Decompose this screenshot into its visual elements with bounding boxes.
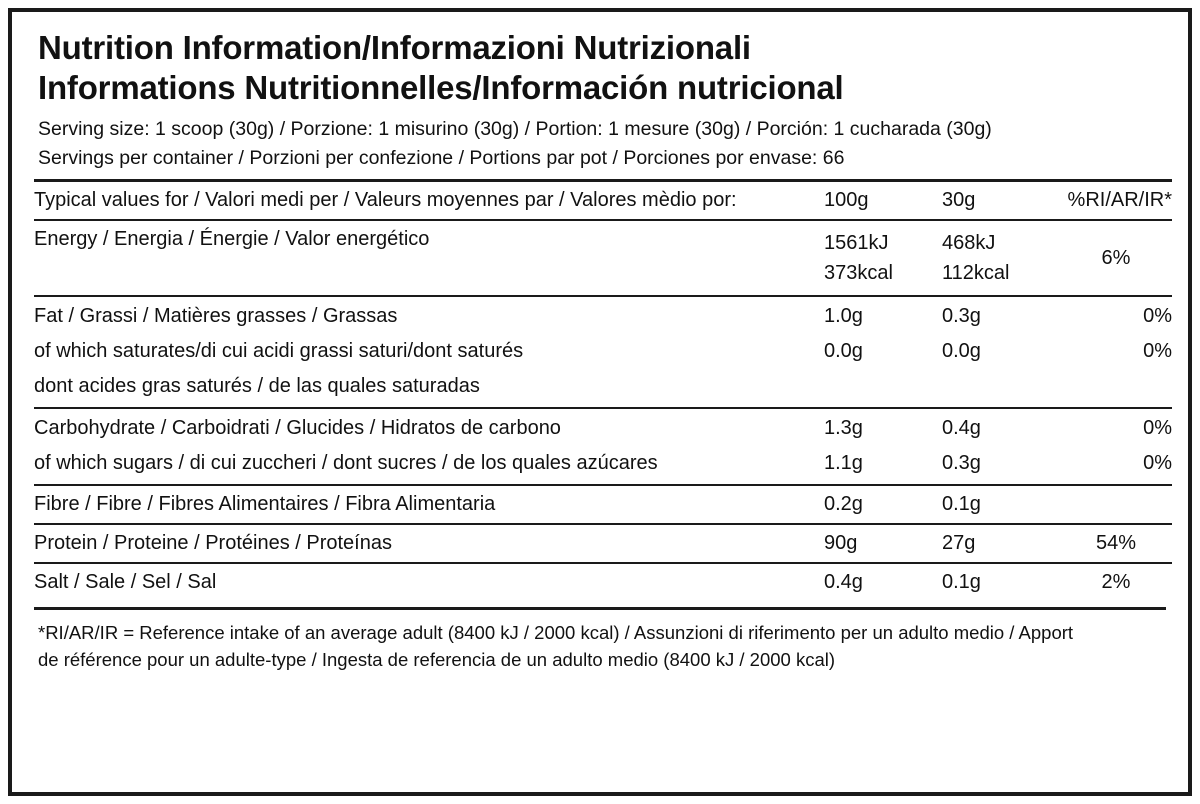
row-fat-30g: 0.3g [942, 296, 1060, 334]
row-salt-ri: 2% [1060, 563, 1172, 601]
footnote-line-1: *RI/AR/IR = Reference intake of an average adult (8400 kJ / 2000 kcal) / Assunzioni di riferimento per un adulto medio / Apport [38, 622, 1074, 643]
title-block [38, 28, 1166, 109]
table-row-fat [34, 296, 1172, 334]
row-fibre-100g: 0.2g [824, 485, 942, 524]
row-sugars-ri: 0% [1143, 452, 1172, 474]
row-label-fat: Fat / Grassi / Matières grasses / Grassas [34, 296, 824, 334]
table-header-label: Typical values for / Valori medi per / Valeurs moyennes par / Valores mèdio por: [34, 181, 824, 221]
energy-100g-kcal: 373kcal [824, 262, 893, 284]
table-row-energy [34, 220, 1172, 296]
table-row-salt [34, 563, 1172, 601]
table-row-saturates-cont [34, 369, 1172, 408]
row-energy-ri: 6% [1060, 220, 1172, 296]
row-sugars-30g: 0.3g [942, 452, 981, 474]
energy-30g-kcal: 112kcal [942, 262, 1010, 284]
row-protein-100g: 90g [824, 524, 942, 563]
table-row-protein [34, 524, 1172, 563]
table-header-100g: 100g [824, 181, 942, 221]
row-fat-100g: 1.0g [824, 296, 942, 334]
table-row-carbohydrate [34, 408, 1172, 446]
row-label-carbohydrate: Carbohydrate / Carboidrati / Glucides / Hidratos de carbono [34, 408, 824, 446]
nutrition-table [34, 179, 1172, 601]
row-energy-100g [824, 220, 942, 296]
row-label-fibre: Fibre / Fibre / Fibres Alimentaires / Fibra Alimentaria [34, 485, 824, 524]
row-label-sugars: of which sugars / di cui zuccheri / dont sucres / de los quales azúcares [34, 452, 658, 474]
row-saturates-cont-30g [942, 369, 1060, 408]
footnote-divider [34, 607, 1166, 610]
footnote-line-2: de référence pour un adulte-type / Ingesta de referencia de un adulto medio (8400 kJ / 2000 kcal) [38, 648, 836, 670]
row-salt-30g: 0.1g [942, 563, 1060, 601]
servings-per-container-text: Servings per container / Porzioni per confezione / Portions par pot / Porciones por envase: 66 [38, 146, 845, 169]
row-saturates-ri: 0% [1143, 340, 1172, 362]
row-label-energy: Energy / Energia / Énergie / Valor energético [34, 220, 824, 296]
row-label-protein: Protein / Proteine / Protéines / Proteínas [34, 524, 824, 563]
row-energy-30g [942, 220, 1060, 296]
page-title-line-1: Nutrition Information/Informazioni Nutrizionali [38, 29, 751, 66]
row-label-salt: Salt / Sale / Sel / Sal [34, 563, 824, 601]
table-header-30g: 30g [942, 181, 1060, 221]
row-saturates-100g: 0.0g [824, 340, 863, 362]
row-sugars-100g: 1.1g [824, 452, 863, 474]
row-protein-ri: 54% [1060, 524, 1172, 563]
serving-block [34, 115, 1166, 174]
row-saturates-cont-ri [1060, 369, 1172, 408]
nutrition-panel [8, 8, 1192, 796]
row-saturates-30g: 0.0g [942, 340, 981, 362]
table-row-fibre [34, 485, 1172, 524]
row-carbohydrate-ri: 0% [1060, 408, 1172, 446]
row-label-saturates-cont: dont acides gras saturés / de las quales saturadas [34, 375, 480, 397]
table-header-ri: %RI/AR/IR* [1060, 181, 1172, 221]
footnote-block [34, 620, 1166, 674]
table-row-sugars [34, 446, 1172, 485]
row-saturates-cont-100g [824, 369, 942, 408]
table-header-row [34, 181, 1172, 221]
row-protein-30g: 27g [942, 524, 1060, 563]
row-fibre-ri [1060, 485, 1172, 524]
row-fat-ri: 0% [1060, 296, 1172, 334]
row-label-saturates: of which saturates/di cui acidi grassi saturi/dont saturés [34, 340, 524, 362]
page-title-line-2: Informations Nutritionnelles/Información nutricional [38, 69, 844, 107]
energy-100g-kj: 1561kJ [824, 232, 889, 254]
table-row-saturates [34, 334, 1172, 369]
serving-size-text: Serving size: 1 scoop (30g) / Porzione: 1 misurino (30g) / Portion: 1 mesure (30g) / Porción: 1 cucharada (30g) [38, 117, 992, 140]
row-salt-100g: 0.4g [824, 563, 942, 601]
row-carbohydrate-100g: 1.3g [824, 408, 942, 446]
row-fibre-30g: 0.1g [942, 485, 1060, 524]
row-carbohydrate-30g: 0.4g [942, 408, 1060, 446]
energy-30g-kj: 468kJ [942, 232, 996, 254]
